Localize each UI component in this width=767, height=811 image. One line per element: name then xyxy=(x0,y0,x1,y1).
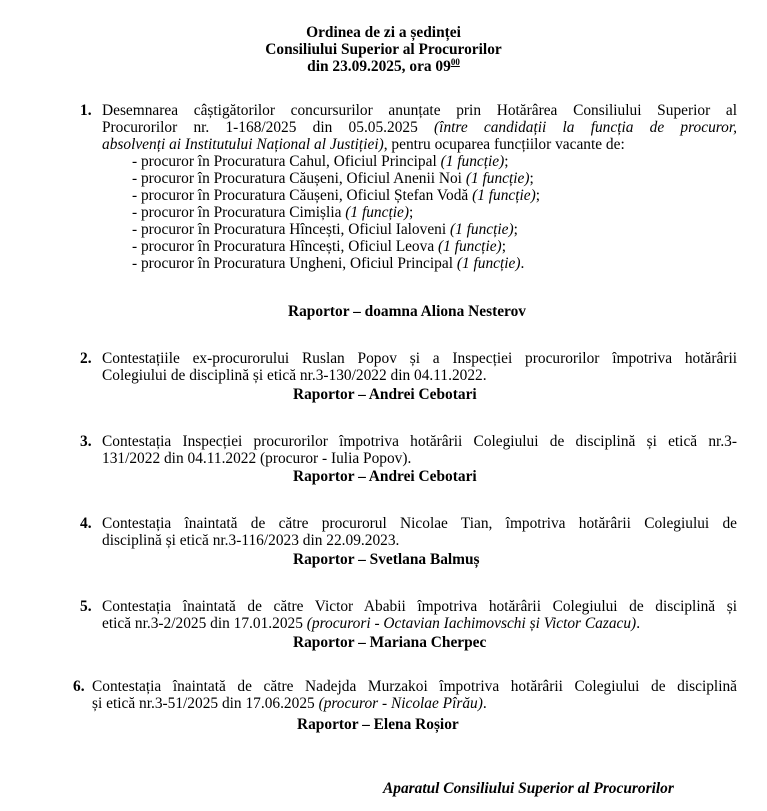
item-number: 5. xyxy=(80,598,92,615)
item-line: Contestațiile ex-procurorului Ruslan Popov și a Inspecției procurorilor împotriva hotărârii xyxy=(102,350,737,367)
item-line: Contestația înaintată de către procurorul Nicolae Tian, împotriva hotărârii Colegiului de xyxy=(102,515,737,532)
raportor-line: Raportor – doamna Aliona Nesterov xyxy=(288,303,526,320)
item-line: disciplină și etică nr.3-116/2023 din 22.09.2023. xyxy=(102,532,400,549)
position-line: - procuror în Procuratura Cimișlia (1 funcție); xyxy=(132,204,414,221)
item-line: Contestația Inspecției procurorilor împotriva hotărârii Colegiului de disciplină și etică nr.3- xyxy=(102,433,737,450)
position-line: - procuror în Procuratura Căușeni, Oficiul Ștefan Vodă (1 funcție); xyxy=(132,187,541,204)
item-text xyxy=(102,515,737,549)
header-date-time: din 23.09.2025, ora $09^{00}$ xyxy=(307,57,460,75)
position-line: - procuror în Procuratura Ungheni, Oficiul Principal (1 funcție). xyxy=(132,255,525,272)
item-text xyxy=(92,678,737,712)
header-title: Ordinea de zi a ședinței xyxy=(306,24,461,41)
item-number: 6. xyxy=(73,678,85,695)
item-line: absolvenți ai Institutului Național al Justiției), pentru ocuparea funcțiilor vacante de: xyxy=(102,136,625,153)
item-number: 1. xyxy=(80,102,92,119)
item-number: 3. xyxy=(80,433,92,450)
position-line: - procuror în Procuratura Hîncești, Oficiul Ialoveni (1 funcție); xyxy=(132,221,518,238)
item-line: Contestația înaintată de către Victor Ababii împotriva hotărârii Colegiului de disciplină și xyxy=(102,598,737,615)
item-line: și etică nr.3-51/2025 din 17.06.2025 (procuror - Nicolae Pîrău). xyxy=(92,695,487,712)
item-text xyxy=(102,433,737,467)
raportor-line: Raportor – Mariana Cherpec xyxy=(293,634,487,651)
time-minutes: 00 xyxy=(450,57,460,67)
header-body-name: Consiliului Superior al Procurorilor xyxy=(265,41,502,58)
raportor-line: Raportor – Andrei Cebotari xyxy=(293,386,477,403)
position-line: - procuror în Procuratura Hîncești, Oficiul Leova (1 funcție); xyxy=(132,238,506,255)
item-line: etică nr.3-2/2025 din 17.01.2025 (procurori - Octavian Iachimovschi și Victor Cazacu). xyxy=(102,615,641,632)
document-header xyxy=(0,24,767,75)
item-line: Procurorilor nr. 1-168/2025 din 05.05.2025 (între candidații la funcția de procuror, xyxy=(102,119,738,136)
item-number: 2. xyxy=(80,350,92,367)
position-line: - procuror în Procuratura Cahul, Oficiul Principal (1 funcție); xyxy=(132,153,509,170)
item-line: Contestația înaintată de către Nadejda Murzakoi împotriva hotărârii Colegiului de disciplină xyxy=(92,678,737,695)
item-number: 4. xyxy=(80,515,92,532)
item-line: Colegiului de disciplină și etică nr.3-130/2022 din 04.11.2022. xyxy=(102,367,487,384)
raportor-line: Raportor – Svetlana Balmuș xyxy=(293,551,480,568)
item-text xyxy=(102,102,737,272)
signature: Aparatul Consiliului Superior al Procurorilor xyxy=(383,780,674,797)
item-text xyxy=(102,598,737,632)
position-line: - procuror în Procuratura Căușeni, Oficiul Anenii Noi (1 funcție); xyxy=(132,170,534,187)
item-line: 131/2022 din 04.11.2022 (procuror - Iulia Popov). xyxy=(102,450,412,467)
raportor-line: Raportor – Andrei Cebotari xyxy=(293,468,477,485)
item-text xyxy=(102,350,737,384)
raportor-line: Raportor – Elena Roșior xyxy=(297,716,459,733)
item-line: Desemnarea câștigătorilor concursurilor anunțate prin Hotărârea Consiliului Superior al xyxy=(102,102,737,119)
